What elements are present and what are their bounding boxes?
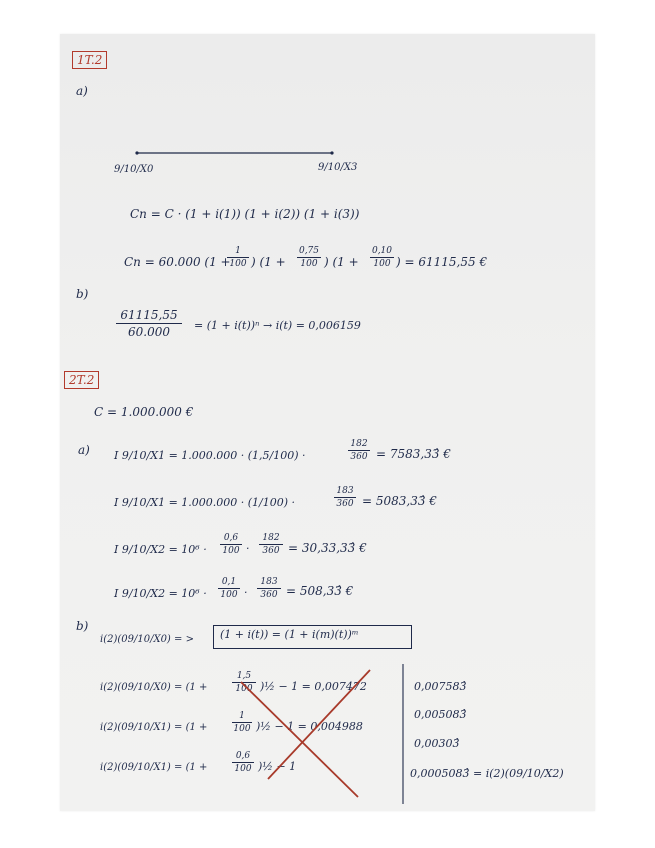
- calc-mid-2: ) (1 +: [324, 255, 359, 269]
- b-equation: = (1 + i(t))ⁿ → i(t) = 0,006159: [194, 319, 361, 332]
- interest-row-2-rhs: = 5083,33̂ €: [362, 494, 437, 508]
- calc-frac-1: 1 100: [227, 246, 249, 269]
- b-row-2-rhs: )½ − 1 = 0,004988: [256, 720, 363, 733]
- calc-frac-3: 0,10 100: [371, 246, 393, 269]
- timeline-right-label: 9/10/X3: [318, 162, 358, 173]
- interest-row-2-frac: 183 360: [334, 486, 356, 509]
- section-label-2: 2T.2: [64, 371, 99, 389]
- interest-row-3-frac-a: 0,6 100: [220, 533, 242, 556]
- interest-row-1-rhs: = 7583,33̂ €: [376, 447, 451, 461]
- b-row-1-lhs: i(2)(09/10/X0) = (1 +: [100, 682, 208, 693]
- interest-row-1-lhs: I 9/10/X1 = 1.000.000 · (1,5/100) ·: [114, 449, 306, 462]
- interest-row-4-rhs: = 508,33̂ €: [286, 584, 354, 598]
- interest-row-1-frac: 182 360: [348, 439, 370, 462]
- b-row-2-frac: 1 100: [233, 711, 251, 734]
- formula-cn: Cn = C · (1 + i(1)) (1 + i(2)) (1 + i(3)): [130, 207, 360, 221]
- calc-result: ) = 61115,55 €: [396, 255, 488, 269]
- annotation-overlay: [60, 34, 595, 811]
- b-row-3-rhs: )½ − 1: [258, 760, 297, 773]
- b-intro: i(2)(09/10/X0) = >: [100, 634, 194, 645]
- interest-row-4-frac-b: 183 360: [257, 577, 281, 600]
- calc-frac-2: 0,75 100: [298, 246, 320, 269]
- right-value-1: 0,007583̂: [414, 680, 467, 693]
- interest-row-2-lhs: I 9/10/X1 = 1.000.000 · (1/100) ·: [114, 496, 296, 509]
- interest-row-3-frac-b: 182 360: [259, 533, 283, 556]
- b-row-1-frac: 1,5 100: [232, 671, 256, 694]
- part2-b-label: b): [76, 619, 89, 633]
- b-row-2-lhs: i(2)(09/10/X1) = (1 +: [100, 722, 208, 733]
- part2-a-label: a): [78, 443, 90, 457]
- right-value-4: 0,0005083̂ = i(2)(09/10/X2): [410, 767, 564, 780]
- right-value-3: 0,00303̂: [414, 737, 460, 750]
- b-row-3-frac: 0,6 100: [232, 751, 254, 774]
- right-value-2: 0,005083̂: [414, 708, 467, 721]
- b-fraction: 61115,55 60.000: [116, 308, 182, 339]
- b-row-3-lhs: i(2)(09/10/X1) = (1 +: [100, 762, 208, 773]
- part-b-label: b): [76, 287, 89, 301]
- calc-mid-1: ) (1 +: [251, 255, 286, 269]
- capital-line: C = 1.000.000 €: [94, 405, 194, 419]
- interest-row-3-rhs: = 30,33,33̂ €: [288, 541, 367, 555]
- interest-row-3-mid: ·: [246, 542, 250, 555]
- interest-row-4-mid: ·: [244, 586, 248, 599]
- interest-row-4-frac-a: 0,1 100: [218, 577, 240, 600]
- interest-row-3-lhs: I 9/10/X2 = 10⁶ ·: [114, 543, 207, 556]
- calc-prefix: Cn = 60.000 (1 +: [124, 255, 231, 269]
- section-label-1: 1T.2: [72, 51, 107, 69]
- part-a-label: a): [76, 84, 88, 98]
- timeline-left-label: 9/10/X0: [114, 164, 154, 175]
- interest-row-4-lhs: I 9/10/X2 = 10⁶ ·: [114, 587, 207, 600]
- boxed-equation: (1 + i(t)) = (1 + i(m)(t))ᵐ: [220, 628, 359, 641]
- cross-out-line-1: [241, 682, 358, 797]
- b-row-1-rhs: )½ − 1 = 0,007472: [260, 680, 367, 693]
- notebook-page: [60, 34, 595, 811]
